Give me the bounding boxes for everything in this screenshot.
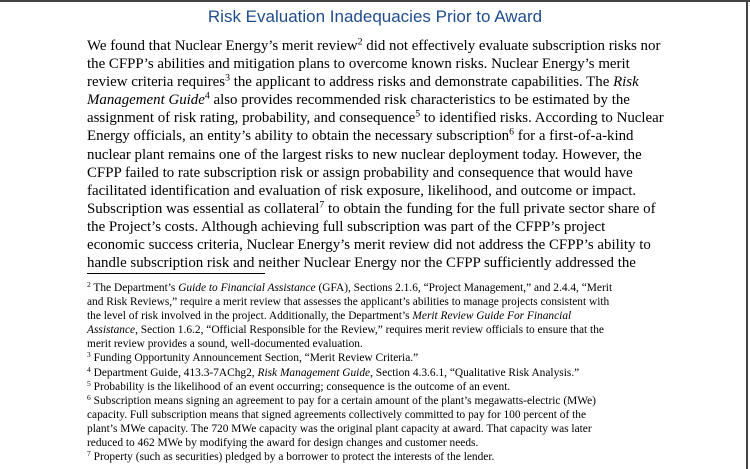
body-line: Subscription was essential as collateral$^7$ to obtain the funding for the full private sector share of — [87, 199, 656, 217]
section-heading: Risk Evaluation Inadequacies Prior to Award — [207, 7, 543, 26]
footnote-line: Assistance, Section 1.6.2, “Official Responsible for the Review,” requires merit review officials to ensure that the — [87, 324, 604, 337]
body-line: nuclear plant remains one of the largest risks to new nuclear deployment today. However, the — [87, 146, 642, 163]
italic-title: Risk Management Guide — [257, 366, 371, 379]
body-line: assignment of risk rating, probability, and consequence$^5$ to identified risks. According to Nuclear — [87, 108, 664, 127]
italic-title: Assistance — [87, 324, 136, 337]
body-line: facilitated identification and evaluation of risk exposure, likelihood, and outcome or impact. — [87, 182, 637, 199]
footnote-line: plant’s MWe capacity. The 720 MWe capacity was the original plant capacity at award. That capacity was later — [87, 422, 592, 435]
italic-title: Risk — [613, 74, 639, 91]
body-line: review criteria requires$^3$ the applicant to address risks and demonstrate capabilities. The Risk — [87, 72, 639, 91]
body-line: the Project’s costs. Although achieving full subscription was part of the CFPP’s project — [87, 218, 606, 235]
footnote-line: merit review provides a sound, well-documented evaluation. — [87, 338, 363, 351]
body-paragraph — [87, 37, 672, 272]
body-line: economic success criteria, Nuclear Energy’s merit review did not address the CFPP’s ability to — [87, 237, 651, 254]
footnote-ref: 4 — [87, 364, 91, 374]
footnote-line: $^6$ Subscription means signing an agreement to pay for a certain amount of the plant’s megawatts-electric (MWe) — [87, 392, 596, 407]
footnote-separator — [87, 273, 265, 274]
footnote-line: $^3$ Funding Opportunity Announcement Section, “Merit Review Criteria.” — [87, 350, 419, 365]
footnote-ref: 2 — [357, 36, 363, 48]
footnote-ref: 7 — [87, 449, 91, 458]
footnote-line: $^4$ Department Guide, 413.3-7AChg2, Risk Management Guide, Section 4.3.6.1, “Qualitative Risk Analysis.” — [87, 364, 580, 379]
footnote-line: capacity. Full subscription means that signed agreements collectively committed to pay for 100 percent of the — [87, 408, 587, 421]
footnote-ref: 4 — [204, 90, 210, 102]
footnote-line: $^2$ The Department’s Guide to Financial Assistance (GFA), Sections 2.1.6, “Project Management,” and 2.4.4, “Merit — [87, 279, 613, 294]
footnote-line: and Risk Reviews,” require a merit review that assesses the applicant’s abilities to manage projects consistent with — [87, 296, 610, 309]
page-border-top — [0, 0, 750, 2]
italic-title: Merit Review Guide For Financial — [412, 310, 572, 323]
footnote-ref: 6 — [509, 127, 515, 139]
body-line: CFPP failed to rate subscription risk or assign probability and consequence that would have — [87, 164, 633, 181]
footnote-ref: 6 — [87, 392, 91, 402]
body-line: Management Guide$^4$ also provides recommended risk characteristics to be estimated by the — [87, 90, 630, 109]
footnote-line: $^7$ Property (such as securities) pledged by a borrower to protect the interests of the lender. — [87, 449, 495, 464]
footnote-ref: 3 — [225, 72, 230, 84]
footnote-ref: 7 — [319, 199, 325, 211]
body-line: Energy officials, an entity’s ability to obtain the necessary subscription$^6$ for a first-of-a-kind — [87, 127, 634, 145]
body-line: We found that Nuclear Energy’s merit review$^2$ did not effectively evaluate subscription risks nor — [87, 36, 661, 54]
footnote-line: the level of risk involved in the project. Additionally, the Department’s Merit Review Guide For Financial — [87, 310, 572, 323]
footnote-line: $^5$ Probability is the likelihood of an event occurring; consequence is the outcome of an event. — [87, 378, 511, 393]
footnote-ref: 5 — [415, 108, 421, 120]
body-line: handle subscription risk and neither Nuclear Energy nor the CFPP sufficiently addressed the — [87, 255, 636, 272]
italic-title: Management Guide — [87, 92, 205, 109]
footnotes — [87, 281, 677, 464]
body-line: the CFPP’s abilities and mitigation plans to overcome known risks. Nuclear Energy’s merit — [87, 56, 630, 73]
footnote-ref: 3 — [87, 350, 91, 360]
page-border-right — [746, 0, 748, 469]
footnote-line: reduced to 462 MWe by modifying the award for design changes and customer needs. — [87, 437, 479, 450]
footnote-ref: 5 — [87, 378, 91, 388]
footnote-ref: 2 — [87, 279, 91, 289]
italic-title: Guide to Financial Assistance — [178, 282, 316, 294]
